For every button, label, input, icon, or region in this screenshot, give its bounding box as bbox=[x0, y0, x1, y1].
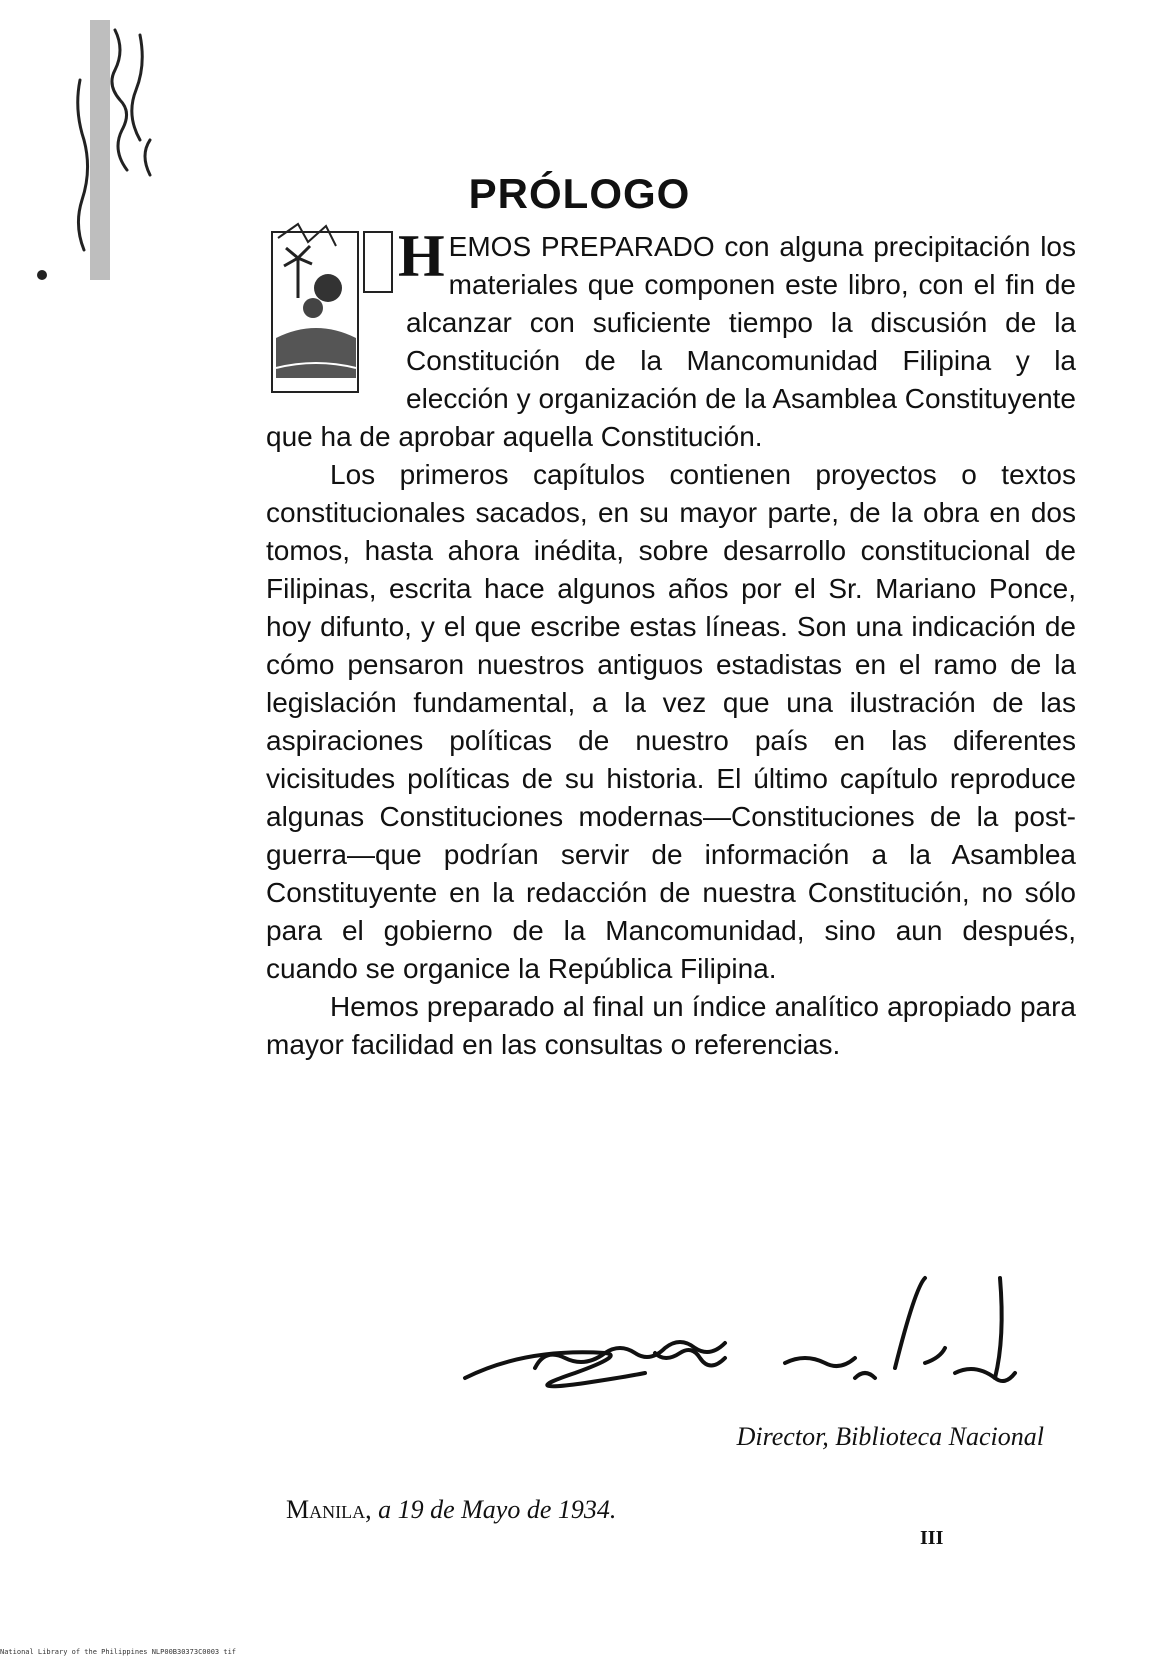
scan-footer: National Library of the Philippines NLP00B30373C0003 tif bbox=[0, 1648, 237, 1656]
page-number: III bbox=[920, 1527, 944, 1549]
paragraph-2: Los primeros capítulos contienen proyectos o textos constitucionales sacados, en su mayor parte, de la obra en dos tomos, hasta ahora inédita, sobre desarrollo constitucional de Filipinas, escrita hace algunos años por el Sr. Mariano Ponce, hoy difunto, y el que escribe estas líneas. Son una indicación de cómo pensaron nuestros antiguos estadistas en el ramo de la legislación fundamental, a la vez que una ilustración de las aspiraciones políticas de nuestro país en las diferentes vicisitudes políticas de su historia. El último capítulo reproduce algunas Constituciones modernas—Constituciones de la post-guerra—que podrían servir de información a la Asamblea Constituyente en la redacción de nuestra Constitución, no sólo para el gobierno de la Mancomunidad, sino aun después, cuando se organice la República Filipina. bbox=[266, 459, 1076, 984]
paragraph-3: Hemos preparado al final un índice analítico apropiado para mayor facilidad en las consultas o referencias. bbox=[266, 991, 1076, 1060]
vignette-space bbox=[266, 228, 406, 408]
place-date bbox=[286, 1495, 616, 1525]
prologue-body bbox=[266, 223, 1076, 1064]
signatory-title: Director, Biblioteca Nacional bbox=[736, 1422, 1044, 1451]
handwritten-signature bbox=[455, 1268, 1055, 1418]
page-title: PRÓLOGO bbox=[468, 170, 691, 218]
paragraph-1-text: EMOS PREPARADO con alguna precipitación los materiales que componen este libro, con el fin de alcanzar con suficiente tiempo la discusión de la Constitución de la Mancomunidad Filipina y la elección y organización de la Asamblea Constituyente que ha de aprobar aquella Constitución. bbox=[266, 231, 1076, 452]
drop-cap: H bbox=[398, 223, 445, 289]
place: Manila, bbox=[286, 1495, 372, 1524]
date: a 19 de Mayo de 1934. bbox=[378, 1495, 617, 1524]
margin-annotation-icon bbox=[20, 20, 160, 290]
